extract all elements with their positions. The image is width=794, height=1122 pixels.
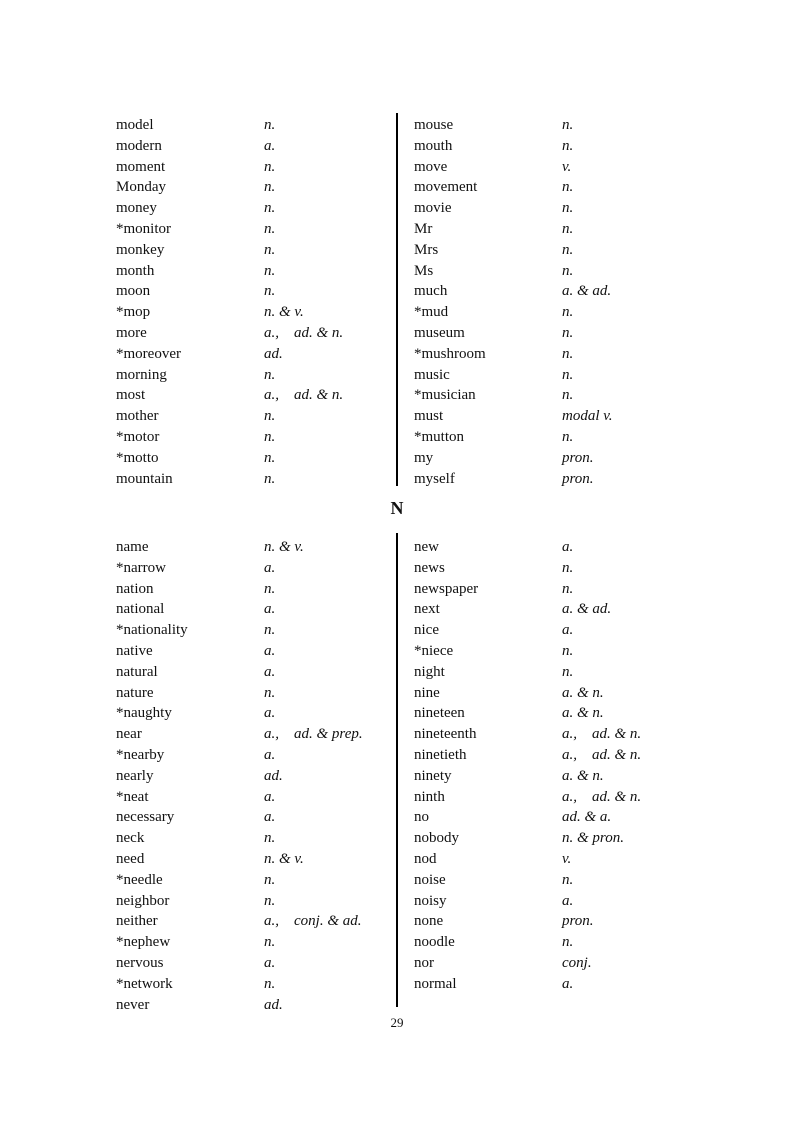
- part-of-speech-label: n.: [562, 642, 574, 659]
- vocab-word: ninth: [414, 788, 445, 805]
- word-row: [414, 365, 696, 386]
- word-row: [414, 953, 696, 974]
- part-of-speech-label: n.: [562, 871, 574, 888]
- word-row: [414, 870, 696, 891]
- vocab-word: modern: [116, 137, 162, 154]
- vocab-word: national: [116, 601, 165, 618]
- word-row: [116, 469, 398, 490]
- vocab-word: necessary: [116, 809, 175, 826]
- word-row: [116, 974, 398, 995]
- part-of-speech-label: a., ad. & prep.: [264, 726, 363, 743]
- word-row: [414, 198, 696, 219]
- part-of-speech-label: a. & n.: [562, 767, 604, 784]
- part-of-speech-label: a.: [562, 892, 574, 909]
- word-row: [414, 620, 696, 641]
- part-of-speech-label: modal v.: [562, 408, 613, 425]
- part-of-speech-label: a. & n.: [562, 684, 604, 701]
- word-row: [414, 683, 696, 704]
- vocab-word: near: [116, 726, 142, 743]
- vocab-word: model: [116, 117, 154, 133]
- word-row: [414, 911, 696, 932]
- part-of-speech-label: a.: [264, 663, 276, 680]
- vocab-word: nobody: [414, 830, 459, 847]
- vocab-word: *motor: [116, 428, 160, 445]
- part-of-speech-label: a.: [264, 746, 276, 763]
- word-row: [116, 932, 398, 953]
- word-row: [116, 807, 398, 828]
- part-of-speech-label: a.: [264, 642, 276, 659]
- vocab-word: natural: [116, 663, 158, 680]
- part-of-speech-label: a. & ad.: [562, 601, 612, 618]
- part-of-speech-label: ad.: [264, 767, 283, 784]
- word-row: [116, 911, 398, 932]
- part-of-speech-label: n. & v.: [264, 850, 304, 867]
- part-of-speech-label: a.: [562, 975, 574, 992]
- part-of-speech-label: n.: [264, 262, 276, 279]
- word-row: [414, 302, 696, 323]
- word-row: [414, 703, 696, 724]
- part-of-speech-label: n.: [264, 449, 276, 466]
- part-of-speech-label: n.: [264, 408, 276, 425]
- word-row: [116, 177, 398, 198]
- word-row: [116, 745, 398, 766]
- section-m-left-column: [116, 115, 398, 489]
- vocab-word: mother: [116, 408, 159, 425]
- word-row: [414, 469, 696, 490]
- word-row: [414, 932, 696, 953]
- vocab-word: *mud: [414, 304, 449, 321]
- vocab-word: *mushroom: [414, 345, 486, 362]
- part-of-speech-label: a., ad. & n.: [562, 726, 642, 743]
- vocab-word: no: [414, 809, 429, 826]
- word-row: [414, 537, 696, 558]
- word-row: [414, 219, 696, 240]
- part-of-speech-label: a., ad. & n.: [562, 788, 642, 805]
- word-row: [116, 641, 398, 662]
- vocab-word: nineteen: [414, 705, 465, 722]
- vocab-word: never: [116, 996, 150, 1013]
- word-row: [116, 703, 398, 724]
- part-of-speech-label: n.: [264, 892, 276, 909]
- part-of-speech-label: pron.: [562, 913, 594, 930]
- word-row: [414, 599, 696, 620]
- part-of-speech-label: pron.: [562, 470, 594, 487]
- word-row: [414, 323, 696, 344]
- word-row: [414, 766, 696, 787]
- part-of-speech-label: v.: [562, 158, 572, 175]
- vocab-word: moon: [116, 283, 151, 300]
- part-of-speech-label: n.: [562, 663, 574, 680]
- part-of-speech-label: n.: [562, 559, 574, 576]
- word-row: [414, 849, 696, 870]
- vocab-word: Mr: [414, 220, 433, 237]
- vocab-word: monkey: [116, 241, 165, 258]
- part-of-speech-label: n.: [264, 580, 276, 597]
- part-of-speech-label: a., ad. & n.: [264, 324, 344, 341]
- part-of-speech-label: a.: [264, 137, 276, 154]
- vocab-word: nod: [414, 850, 437, 867]
- vocab-word: nine: [414, 684, 440, 701]
- part-of-speech-label: n.: [264, 220, 276, 237]
- word-row: [116, 849, 398, 870]
- vocab-word: *moreover: [116, 345, 181, 362]
- vocab-word: *nearby: [116, 746, 165, 763]
- word-row: [414, 807, 696, 828]
- vocab-word: news: [414, 559, 445, 576]
- word-row: [116, 620, 398, 641]
- part-of-speech-label: a. & ad.: [562, 283, 612, 300]
- word-row: [414, 427, 696, 448]
- word-row: [116, 136, 398, 157]
- section-n-left-column: [116, 537, 398, 1015]
- vocab-word: myself: [414, 470, 455, 487]
- vocab-word: mouth: [414, 137, 453, 154]
- vocab-word: name: [116, 539, 149, 555]
- vocab-word: movie: [414, 200, 452, 217]
- vocab-word: *nephew: [116, 934, 171, 951]
- word-row: [116, 448, 398, 469]
- word-row: [116, 558, 398, 579]
- section-n-right-column: [414, 537, 696, 995]
- vocab-word: neither: [116, 913, 158, 930]
- vocab-word: museum: [414, 324, 465, 341]
- part-of-speech-label: a.: [264, 559, 276, 576]
- word-row: [414, 558, 696, 579]
- part-of-speech-label: n.: [264, 158, 276, 175]
- word-row: [414, 891, 696, 912]
- vocab-word: newspaper: [414, 580, 479, 597]
- part-of-speech-label: n.: [562, 304, 574, 321]
- part-of-speech-label: a.: [264, 705, 276, 722]
- part-of-speech-label: n.: [562, 428, 574, 445]
- part-of-speech-label: n.: [264, 975, 276, 992]
- word-row: [116, 870, 398, 891]
- part-of-speech-label: a.: [264, 954, 276, 971]
- word-row: [116, 365, 398, 386]
- part-of-speech-label: v.: [562, 850, 572, 867]
- part-of-speech-label: n.: [562, 241, 574, 258]
- word-row: [116, 683, 398, 704]
- vocab-word: nor: [414, 954, 434, 971]
- word-row: [414, 579, 696, 600]
- part-of-speech-label: n.: [264, 117, 276, 133]
- vocab-word: nineteenth: [414, 726, 477, 743]
- word-row: [116, 953, 398, 974]
- vocab-word: *mop: [116, 304, 151, 321]
- vocab-word: *network: [116, 975, 173, 992]
- vocab-word: music: [414, 366, 450, 383]
- part-of-speech-label: a.: [264, 788, 276, 805]
- vocab-word: nice: [414, 622, 439, 639]
- vocab-word: ninety: [414, 767, 452, 784]
- part-of-speech-label: n.: [264, 622, 276, 639]
- word-row: [116, 537, 398, 558]
- part-of-speech-label: a.: [562, 539, 574, 555]
- vocab-word: must: [414, 408, 444, 425]
- vocab-word: ninetieth: [414, 746, 467, 763]
- vocab-word: *nationality: [116, 622, 188, 639]
- vocab-word: movement: [414, 179, 478, 196]
- vocab-word: mouse: [414, 117, 454, 133]
- word-row: [116, 261, 398, 282]
- word-row: [116, 995, 398, 1016]
- vocab-word: *musician: [414, 387, 476, 404]
- part-of-speech-label: pron.: [562, 449, 594, 466]
- part-of-speech-label: n.: [264, 179, 276, 196]
- part-of-speech-label: ad. & a.: [562, 809, 612, 826]
- word-row: [116, 599, 398, 620]
- part-of-speech-label: n. & pron.: [562, 830, 624, 847]
- part-of-speech-label: n.: [562, 137, 574, 154]
- vocab-word: more: [116, 324, 147, 341]
- word-row: [414, 115, 696, 136]
- part-of-speech-label: ad.: [264, 996, 283, 1013]
- part-of-speech-label: n.: [264, 200, 276, 217]
- part-of-speech-label: n.: [562, 580, 574, 597]
- word-row: [116, 891, 398, 912]
- part-of-speech-label: n.: [264, 241, 276, 258]
- word-row: [116, 662, 398, 683]
- word-row: [414, 662, 696, 683]
- vocab-word: morning: [116, 366, 167, 383]
- word-row: [116, 427, 398, 448]
- vocab-word: nature: [116, 684, 154, 701]
- word-row: [116, 724, 398, 745]
- vocab-word: moment: [116, 158, 166, 175]
- word-row: [414, 406, 696, 427]
- word-row: [414, 281, 696, 302]
- part-of-speech-label: n.: [264, 830, 276, 847]
- vocab-word: need: [116, 850, 145, 867]
- word-row: [414, 157, 696, 178]
- vocab-word: neck: [116, 830, 145, 847]
- part-of-speech-label: n.: [264, 934, 276, 951]
- vocab-word: none: [414, 913, 444, 930]
- word-row: [414, 344, 696, 365]
- section-m-right-column: [414, 115, 696, 489]
- word-row: [116, 198, 398, 219]
- vocab-word: native: [116, 642, 153, 659]
- vocab-word: new: [414, 539, 439, 555]
- vocab-word: normal: [414, 975, 457, 992]
- vocab-word: Monday: [116, 179, 166, 196]
- part-of-speech-label: n.: [562, 345, 574, 362]
- word-row: [414, 828, 696, 849]
- part-of-speech-label: n.: [562, 220, 574, 237]
- part-of-speech-label: a., conj. & ad.: [264, 913, 362, 930]
- section-header-n: N: [390, 498, 404, 518]
- part-of-speech-label: conj.: [562, 954, 592, 971]
- part-of-speech-label: n.: [562, 387, 574, 404]
- part-of-speech-label: ad.: [264, 345, 283, 362]
- word-row: [116, 828, 398, 849]
- word-row: [116, 302, 398, 323]
- part-of-speech-label: n.: [562, 117, 574, 133]
- vocab-word: my: [414, 449, 434, 466]
- page-number: 29: [390, 1015, 404, 1030]
- word-row: [414, 261, 696, 282]
- word-row: [414, 745, 696, 766]
- word-row: [116, 157, 398, 178]
- vocab-word: *niece: [414, 642, 454, 659]
- vocab-word: nervous: [116, 954, 164, 971]
- part-of-speech-label: a., ad. & n.: [562, 746, 642, 763]
- part-of-speech-label: n.: [562, 200, 574, 217]
- part-of-speech-label: n.: [562, 366, 574, 383]
- part-of-speech-label: n.: [562, 934, 574, 951]
- vocab-word: *naughty: [116, 705, 172, 722]
- word-row: [116, 787, 398, 808]
- word-row: [116, 219, 398, 240]
- word-row: [414, 787, 696, 808]
- word-row: [116, 385, 398, 406]
- word-row: [116, 240, 398, 261]
- vocab-word: Mrs: [414, 241, 439, 258]
- vocab-word: *neat: [116, 788, 149, 805]
- vocab-word: much: [414, 283, 448, 300]
- word-row: [414, 136, 696, 157]
- word-row: [116, 579, 398, 600]
- vocab-word: noisy: [414, 892, 447, 909]
- vocab-word: *monitor: [116, 220, 171, 237]
- word-row: [116, 115, 398, 136]
- vocab-word: nearly: [116, 767, 154, 784]
- vocab-word: mountain: [116, 470, 173, 487]
- word-row: [414, 385, 696, 406]
- vocab-word: month: [116, 262, 155, 279]
- word-row: [116, 344, 398, 365]
- part-of-speech-label: n.: [264, 684, 276, 701]
- word-row: [414, 724, 696, 745]
- word-row: [414, 974, 696, 995]
- vocab-word: *mutton: [414, 428, 465, 445]
- part-of-speech-label: a. & n.: [562, 705, 604, 722]
- word-row: [414, 641, 696, 662]
- part-of-speech-label: n.: [264, 428, 276, 445]
- part-of-speech-label: n.: [562, 179, 574, 196]
- word-row: [414, 240, 696, 261]
- word-row: [414, 177, 696, 198]
- vocab-word: night: [414, 663, 445, 680]
- word-row: [116, 766, 398, 787]
- part-of-speech-label: n. & v.: [264, 304, 304, 321]
- part-of-speech-label: a., ad. & n.: [264, 387, 344, 404]
- part-of-speech-label: n.: [264, 470, 276, 487]
- vocab-word: noise: [414, 871, 446, 888]
- part-of-speech-label: a.: [264, 809, 276, 826]
- part-of-speech-label: n.: [264, 366, 276, 383]
- part-of-speech-label: n.: [562, 324, 574, 341]
- vocab-word: next: [414, 601, 440, 618]
- vocab-word: money: [116, 200, 157, 217]
- vocab-word: most: [116, 387, 146, 404]
- part-of-speech-label: a.: [562, 622, 574, 639]
- word-row: [116, 406, 398, 427]
- part-of-speech-label: n. & v.: [264, 539, 304, 555]
- vocab-word: *needle: [116, 871, 163, 888]
- vocab-word: nation: [116, 580, 154, 597]
- vocab-word: noodle: [414, 934, 455, 951]
- vocab-word: Ms: [414, 262, 434, 279]
- word-row: [414, 448, 696, 469]
- part-of-speech-label: n.: [264, 871, 276, 888]
- part-of-speech-label: a.: [264, 601, 276, 618]
- part-of-speech-label: n.: [264, 283, 276, 300]
- part-of-speech-label: n.: [562, 262, 574, 279]
- word-row: [116, 323, 398, 344]
- vocab-word: move: [414, 158, 448, 175]
- word-row: [116, 281, 398, 302]
- vocab-word: *motto: [116, 449, 159, 466]
- vocab-word: neighbor: [116, 892, 170, 909]
- vocab-word: *narrow: [116, 559, 166, 576]
